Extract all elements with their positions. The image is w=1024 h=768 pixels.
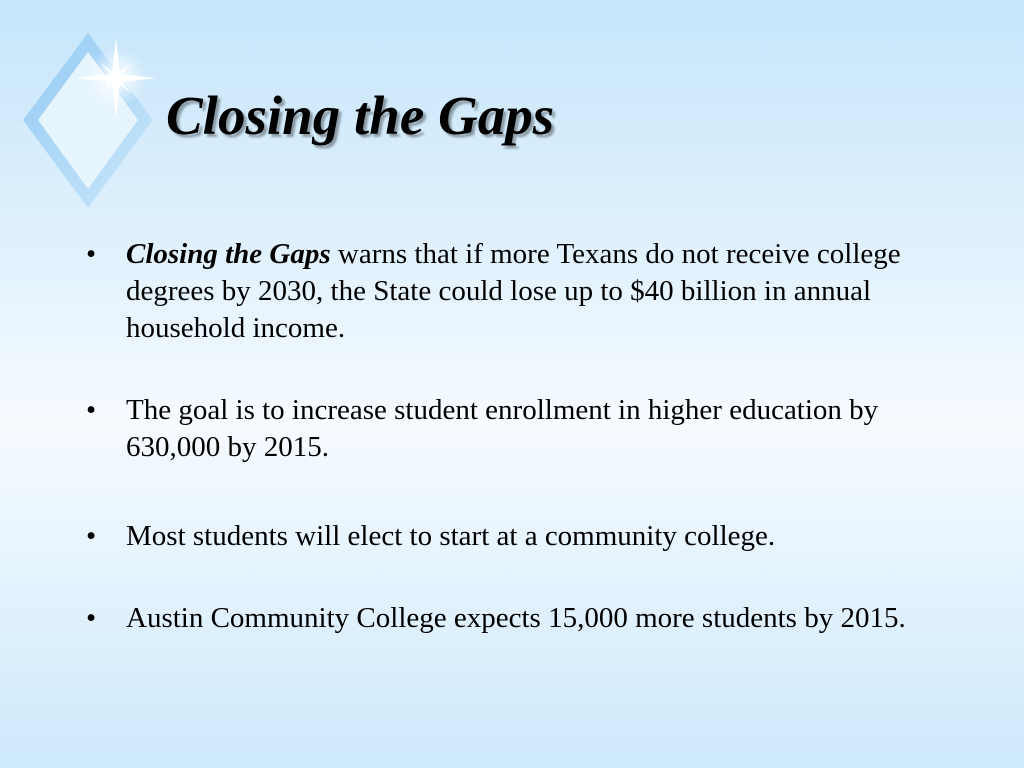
bullet-emphasis: Closing the Gaps [126, 238, 331, 270]
bullet-text: Austin Community College expects 15,000 more students by 2015. [126, 602, 906, 634]
diamond-sparkle-icon [18, 28, 168, 213]
bullet-item-4 [84, 600, 944, 637]
bullet-item-2 [84, 392, 944, 466]
bullet-text: warns that if more Texans do not receive college degrees by 2030, the State could lose up to $40 billion in annual household income. [126, 238, 901, 344]
slide-title: Closing the Gaps [166, 85, 555, 146]
bullet-marker: • [86, 394, 97, 426]
bullet-marker: • [86, 238, 97, 270]
bullet-text: The goal is to increase student enrollment in higher education by 630,000 by 2015. [126, 394, 879, 463]
bullet-item-3 [84, 518, 944, 555]
bullet-item-1 [84, 236, 944, 347]
bullet-marker: • [86, 602, 97, 634]
bullet-marker: • [86, 520, 97, 552]
bullet-text: Most students will elect to start at a community college. [126, 520, 776, 552]
bullet-list [84, 236, 944, 637]
